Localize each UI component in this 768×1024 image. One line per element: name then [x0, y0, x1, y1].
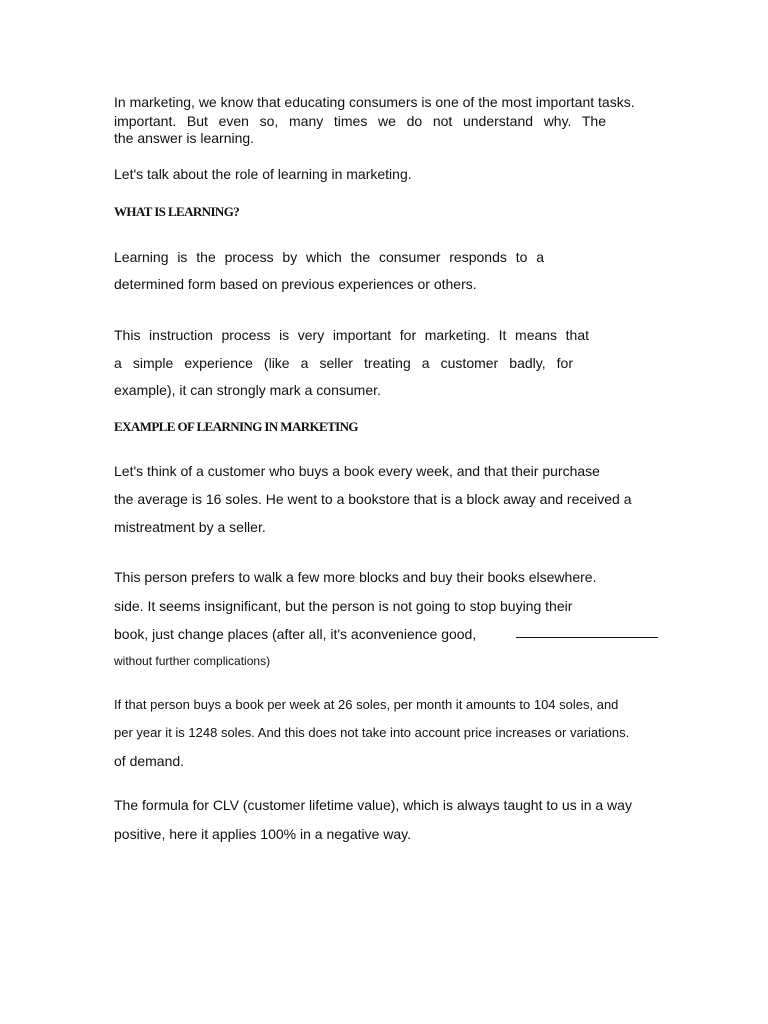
section2-p2-line2: side. It seems insignificant, but the person is not going to stop buying their — [114, 598, 573, 614]
section-heading-what-is-learning: WHAT IS LEARNING? — [114, 204, 240, 219]
section2-p4-line1: The formula for CLV (customer lifetime value), which is always taught to us in a way — [114, 797, 632, 813]
section1-p1-line2: determined form based on previous experiences or others. — [114, 276, 477, 292]
intro-line-2: important. But even so, many times we do not understand why. The — [114, 113, 606, 129]
section1-p1-line1: Learning is the process by which the consumer responds to a — [114, 249, 544, 265]
intro-line-4: Let's talk about the role of learning in marketing. — [114, 166, 412, 182]
section2-p2-line1: This person prefers to walk a few more blocks and buy their books elsewhere. — [114, 569, 597, 585]
intro-line-1: In marketing, we know that educating consumers is one of the most important tasks. — [114, 94, 635, 110]
section2-p1-line1: Let's think of a customer who buys a book every week, and that their purchase — [114, 463, 600, 479]
section2-p2-line3: book, just change places (after all, it's aconvenience good, — [114, 626, 477, 642]
section-heading-example: EXAMPLE OF LEARNING IN MARKETING — [114, 419, 358, 434]
fill-in-blank-line — [516, 637, 658, 638]
section2-p3-line1: If that person buys a book per week at 26 soles, per month it amounts to 104 soles, and — [114, 697, 619, 712]
intro-line-3: the answer is learning. — [114, 130, 255, 146]
section2-p1-line3: mistreatment by a seller. — [114, 519, 266, 535]
section2-p3-line3: of demand. — [114, 753, 185, 769]
section1-p2-line2: a simple experience (like a seller treating a customer badly, for — [114, 355, 573, 371]
section2-p4-line2: positive, here it applies 100% in a negative way. — [114, 826, 412, 842]
section2-p2-line4: without further complications) — [114, 654, 271, 668]
section1-p2-line1: This instruction process is very important for marketing. It means that — [114, 327, 589, 343]
section2-p1-line2: the average is 16 soles. He went to a bookstore that is a block away and received a — [114, 491, 632, 507]
section2-p3-line2: per year it is 1248 soles. And this does not take into account price increases or variations. — [114, 725, 630, 740]
section1-p2-line3: example), it can strongly mark a consumer. — [114, 382, 381, 398]
